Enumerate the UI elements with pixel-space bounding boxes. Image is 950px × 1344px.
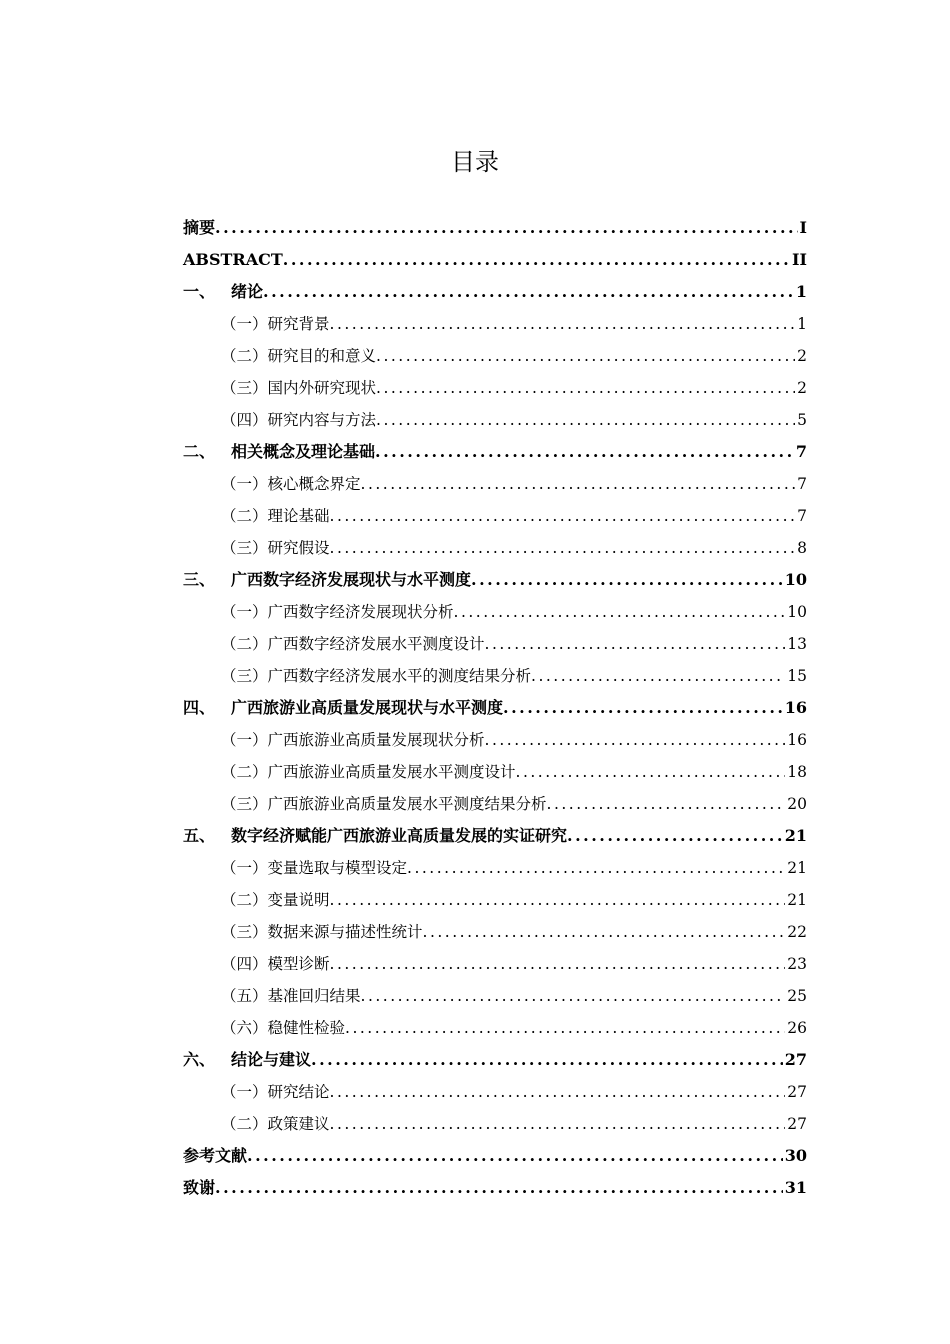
toc-entry-label: （三）广西旅游业高质量发展水平测度结果分析 [221,795,547,813]
toc-entry-label: （六）稳健性检验 [221,1019,346,1037]
toc-entry[interactable] [183,596,807,628]
toc-entry-label: （二）广西旅游业高质量发展水平测度设计 [221,763,516,781]
toc-entry[interactable] [183,532,807,564]
toc-entry-number: 五、 [183,826,216,845]
dot-leader [361,980,786,1012]
toc-entry[interactable] [183,468,807,500]
toc-entry-page: 20 [787,795,807,813]
toc-entry-label: （四）研究内容与方法 [221,411,377,429]
dot-leader [376,404,795,436]
toc-entry[interactable] [183,1076,807,1108]
toc-entry[interactable] [183,756,807,788]
toc-entry[interactable] [183,372,807,404]
toc-entry-page: I [799,218,807,237]
toc-entry[interactable] [183,852,807,884]
toc-entry[interactable] [183,564,807,596]
toc-entry-page: 27 [787,1115,807,1133]
dot-leader [567,820,783,852]
toc-entry-page: 10 [784,570,807,589]
toc-entry-page: 16 [787,731,807,749]
toc-entry-label: 摘要 [183,218,216,237]
dot-leader [330,1108,786,1140]
dot-leader [330,884,786,916]
toc-entry-label: 广西旅游业高质量发展现状与水平测度 [231,698,504,717]
toc-entry[interactable] [183,500,807,532]
toc-title: 目录 [451,148,499,176]
toc-entry[interactable] [183,340,807,372]
toc-entry-label: （三）广西数字经济发展水平的测度结果分析 [221,667,532,685]
toc-entry-label: （三）研究假设 [221,539,330,557]
toc-entry-label: （一）变量选取与模型设定 [221,859,408,877]
toc-entry[interactable] [183,980,807,1012]
dot-leader [330,948,786,980]
toc-entry-page: II [792,250,807,269]
toc-entry-page: 30 [784,1146,807,1165]
toc-entry-page: 21 [787,859,807,877]
toc-entry-label: （三）国内外研究现状 [221,379,377,397]
toc-entry-label: 绪论 [231,282,264,301]
dot-leader [361,468,796,500]
toc-entry-label: 广西数字经济发展现状与水平测度 [231,570,472,589]
toc-entry-page: 25 [787,987,807,1005]
toc-entry[interactable] [183,1108,807,1140]
dot-leader [516,756,786,788]
toc-entry[interactable] [183,884,807,916]
toc-entry-label: 数字经济赋能广西旅游业高质量发展的实证研究 [231,826,568,845]
toc-entry-page: 2 [797,347,807,365]
dot-leader [531,660,785,692]
dot-leader [330,500,796,532]
toc-entry-number: 二、 [183,442,216,461]
dot-leader [345,1012,785,1044]
toc-entry-page: 23 [787,955,807,973]
toc-entry-label: （二）广西数字经济发展水平测度设计 [221,635,485,653]
toc-entry[interactable] [183,916,807,948]
toc-entry-page: 18 [787,763,807,781]
toc-entry-page: 31 [784,1178,807,1197]
dot-leader [485,628,786,660]
toc-entry-label: 参考文献 [183,1146,248,1165]
toc-entry-page: 26 [787,1019,807,1037]
toc-entry-label: （二）研究目的和意义 [221,347,377,365]
dot-leader [283,244,790,276]
toc-entry[interactable] [183,212,807,244]
toc-entry-page: 13 [787,635,807,653]
toc-entry[interactable] [183,308,807,340]
toc-entry-page: 8 [797,539,807,557]
dot-leader [311,1044,783,1076]
toc-entry-label: （一）研究结论 [221,1083,330,1101]
dot-leader [330,532,796,564]
toc-entry[interactable] [183,404,807,436]
toc-entry-label: 相关概念及理论基础 [231,442,376,461]
toc-entry-page: 22 [787,923,807,941]
toc-entry[interactable] [183,1044,807,1076]
toc-entry-page: 27 [787,1083,807,1101]
toc-entry-number: 六、 [183,1050,216,1069]
toc-entry-page: 1 [795,282,807,301]
toc-entry-page: 21 [784,826,807,845]
toc-entry-label: （二）政策建议 [221,1115,330,1133]
toc-entry-label: （三）数据来源与描述性统计 [221,923,423,941]
dot-leader [503,692,783,724]
toc-entry-label: （一）研究背景 [221,315,330,333]
toc-entry-page: 7 [797,507,807,525]
dot-leader [330,308,796,340]
toc-entry[interactable] [183,1172,807,1204]
toc-entry[interactable] [183,244,807,276]
toc-entry-label: 致谢 [183,1178,216,1197]
toc-entry-label: （二）理论基础 [221,507,330,525]
toc-entry[interactable] [183,820,807,852]
toc-entry-page: 15 [787,667,807,685]
toc-entry[interactable] [183,788,807,820]
toc-entry-label: （一）广西旅游业高质量发展现状分析 [221,731,485,749]
toc-entry[interactable] [183,660,807,692]
toc-entry[interactable] [183,1140,807,1172]
toc-entry-page: 7 [795,442,807,461]
toc-entry-label: （四）模型诊断 [221,955,330,973]
toc-entry-number: 三、 [183,570,216,589]
dot-leader [423,916,786,948]
toc-entry-number: 四、 [183,698,216,717]
dot-leader [376,372,795,404]
toc-entry-label: （一）核心概念界定 [221,475,361,493]
toc-entry-page: 21 [787,891,807,909]
toc-entry-page: 27 [784,1050,807,1069]
toc-entry[interactable] [183,628,807,660]
dot-leader [215,212,798,244]
dot-leader [330,1076,786,1108]
dot-leader [375,436,794,468]
toc-entry-label: （一）广西数字经济发展现状分析 [221,603,454,621]
dot-leader [247,1140,783,1172]
toc-entry[interactable] [183,276,807,308]
toc-entry[interactable] [183,436,807,468]
toc-entry[interactable] [183,948,807,980]
table-of-contents [183,212,807,1204]
toc-entry-number: 一、 [183,282,216,301]
toc-entry-label: ABSTRACT [183,250,283,269]
dot-leader [215,1172,783,1204]
dot-leader [547,788,786,820]
toc-entry-page: 16 [784,698,807,717]
dot-leader [471,564,783,596]
toc-entry-label: （二）变量说明 [221,891,330,909]
toc-entry-page: 1 [797,315,807,333]
toc-entry-page: 2 [797,379,807,397]
toc-entry-page: 7 [797,475,807,493]
toc-entry-label: （五）基准回归结果 [221,987,361,1005]
toc-entry-label: 结论与建议 [231,1050,312,1069]
toc-entry[interactable] [183,724,807,756]
dot-leader [454,596,786,628]
dot-leader [263,276,794,308]
toc-entry[interactable] [183,692,807,724]
dot-leader [485,724,786,756]
toc-entry[interactable] [183,1012,807,1044]
toc-entry-page: 10 [787,603,807,621]
dot-leader [376,340,795,372]
toc-entry-page: 5 [797,411,807,429]
dot-leader [407,852,785,884]
